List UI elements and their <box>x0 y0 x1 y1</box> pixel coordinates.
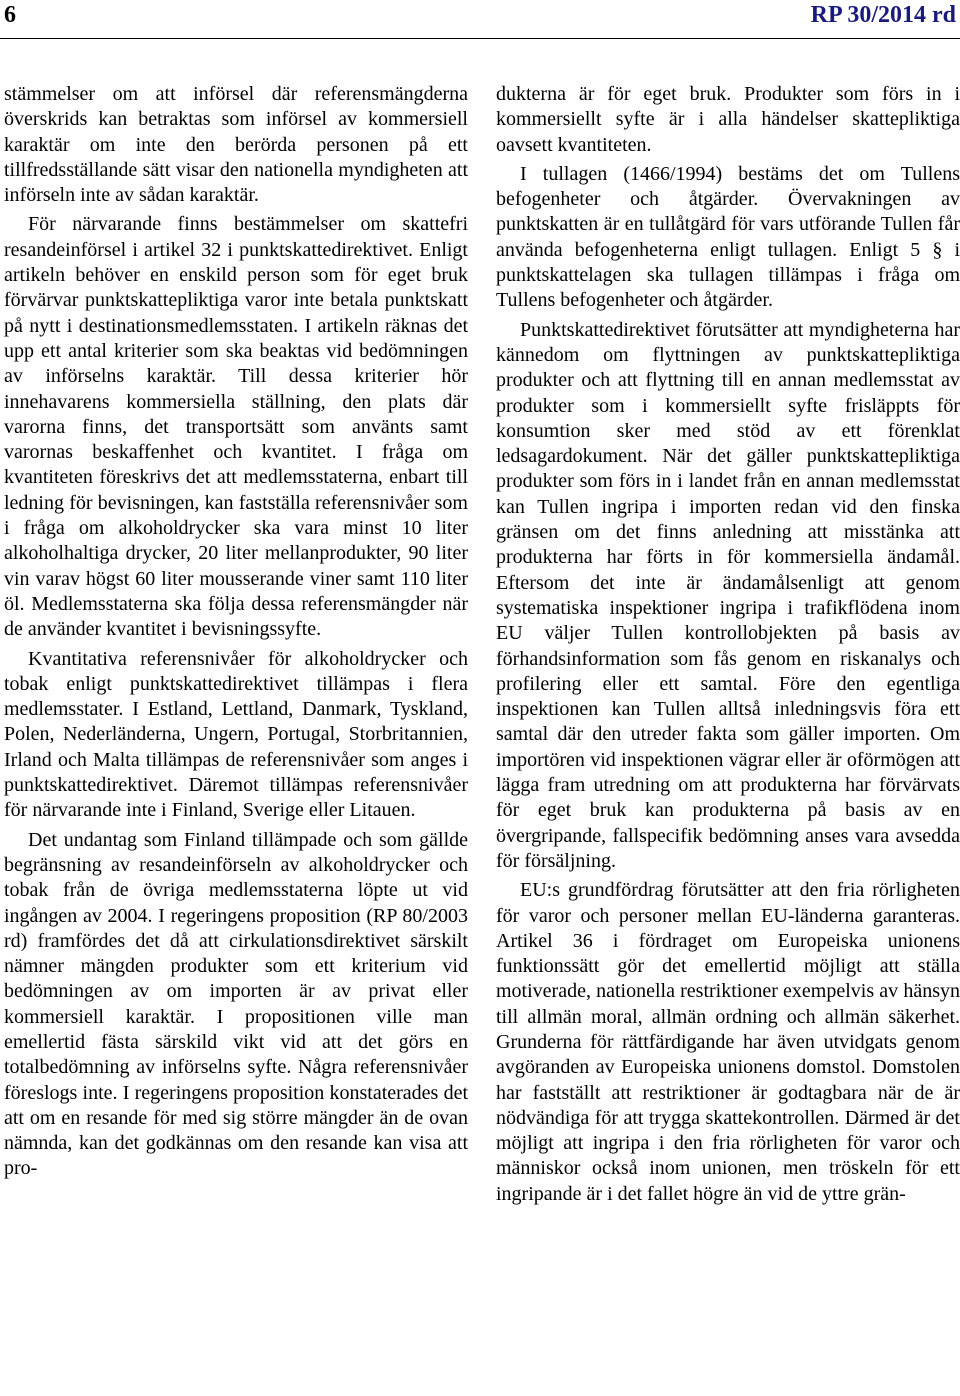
paragraph: Det undantag som Finland tillämpade och som gällde begränsning av resandeinförseln av alkoholdrycker och tobak från de övriga medlemsstaterna löpte ut vid ingången av 2004. I regeringens proposition (RP 80/2003 rd) framfördes det då att cirkulationsdirektivet särskilt nämner mängden produkter som ett kriterium vid bedömningen av om importen är av privat eller kommersiell karaktär. I propositionen ville man emellertid fästa särskild vikt vid att det görs en totalbedömning av införselns syfte. Några referensnivåer föreslogs inte. I regeringens proposition konstaterades det att om en resande för med sig större mängder än de ovan nämnda, kan det godkännas om den resande kan visa att pro- <box>4 828 468 1180</box>
paragraph: EU:s grundfördrag förutsätter att den fria rörligheten för varor och personer mellan EU-länderna garanteras. Artikel 36 i fördraget om Europeiska unionens funktionssätt gör det emellertid möjligt att ställa motiverade, nationella restriktioner exempelvis av hänsyn till allmän moral, allmän ordning och allmän säkerhet. Grunderna för rättfärdigande har även utvidgats genom avgöranden av Europeiska unionens domstol. Domstolen har fastställt att restriktioner är godtagbara när de är nödvändiga för att trygga skattekontrollen. Därmed är det möjligt att ingripa i den fria rörligheten för varor och människor också inom unionen, men tröskeln för ett ingripande är i det fallet högre än vid de yttre grän- <box>496 879 960 1205</box>
paragraph: Punktskattedirektivet förutsätter att myndigheterna har kännedom om flyttningen av punktskattepliktiga produkter och att flyttning till en annan medlemsstat av produkter som i kommersiellt syfte frisläppts för konsumtion sker med stöd av ett förenklat ledsagardokument. När det gäller punktskattepliktiga produkter som förs in i landet från en annan medlemsstat kan Tullen ingripa i importen redan vid den finska gränsen om det finns anledning att misstänka att produkterna har förts in för kommersiella ändamål. Eftersom det inte är ändamålsenligt att genom systematiska inspektioner ingripa i trafikflödena inom EU väljer Tullen kontrollobjekten på basis av förhandsinformation som fås genom en riskanalys och profilering eller ett samtal. Före den egentliga inspektionen kan Tullen alltså inledningsvis föra ett samtal där den utreder fakta som gäller importen. Om importören vid inspektionen vägrar eller är oförmögen att lägga fram utredning om att produkterna har förvärvats för eget bruk kan produkterna på basis av en övergripande, fallspecifik bedömning anses vara avsedda för försäljning. <box>496 318 960 872</box>
left-column <box>4 82 468 1182</box>
page-number: 6 <box>4 2 16 28</box>
paragraph: Kvantitativa referensnivåer för alkoholdrycker och tobak enligt punktskattedirektivet tillämpas i flera medlemsstater. I Estland, Lettland, Danmark, Tyskland, Polen, Nederländerna, Ungern, Portugal, Storbritannien, Irland och Malta tillämpas de referensnivåer som anges i punktskattedirektivet. Däremot tillämpas referensnivåer för närvarande inte i Finland, Sverige eller Litauen. <box>4 647 468 822</box>
document-reference: RP 30/2014 rd <box>810 2 956 28</box>
paragraph: I tullagen (1466/1994) bestäms det om Tullens befogenheter och åtgärder. Övervakningen av punktskatten är en tullåtgärd för vars utförande Tullen får använda befogenheterna enligt tullagen. Enligt 5 § i punktskattelagen ska tullagen tillämpas i fråga om Tullens befogenheter och åtgärder. <box>496 162 960 312</box>
right-column <box>496 82 960 1207</box>
page-header <box>0 0 960 38</box>
paragraph: dukterna är för eget bruk. Produkter som förs in i kommersiellt syfte är i alla händelser skattepliktiga oavsett kvantiteten. <box>496 83 960 156</box>
paragraph: För närvarande finns bestämmelser om skattefri resandeinförsel i artikel 32 i punktskattedirektivet. Enligt artikeln behöver en enskild person som för eget bruk förvärvar punktskattepliktiga varor inte betala punktskatt på nytt i destinationsmedlemsstaten. I artikeln räknas det upp ett antal kriterier som ska beaktas vid bedömningen av införselns karaktär. Till dessa kriterier hör innehavarens kommersiella ställning, den plats där varorna finns, det transportsätt som använts samt varornas beskaffenhet och kvantitet. I fråga om kvantiteten föreskrivs det att medlemsstaterna, enbart till ledning för bevisningen, kan fastställa referensnivåer som i fråga om alkoholdrycker ska vara minst 10 liter alkoholhaltiga drycker, 20 liter mellanprodukter, 90 liter vin varav högst 60 liter mousserande viner samt 110 liter öl. Medlemsstaterna ska följa dessa referensmängder när de använder kvantitet i bevisningssyfte. <box>4 213 468 641</box>
paragraph: stämmelser om att införsel där referensmängderna överskrids kan betraktas som införsel av kommersiell karaktär om inte den berörda personen på ett tillfredsställande sätt visar den nationella myndigheten att införseln inte av sådan karaktär. <box>4 83 468 207</box>
header-divider <box>0 38 960 39</box>
